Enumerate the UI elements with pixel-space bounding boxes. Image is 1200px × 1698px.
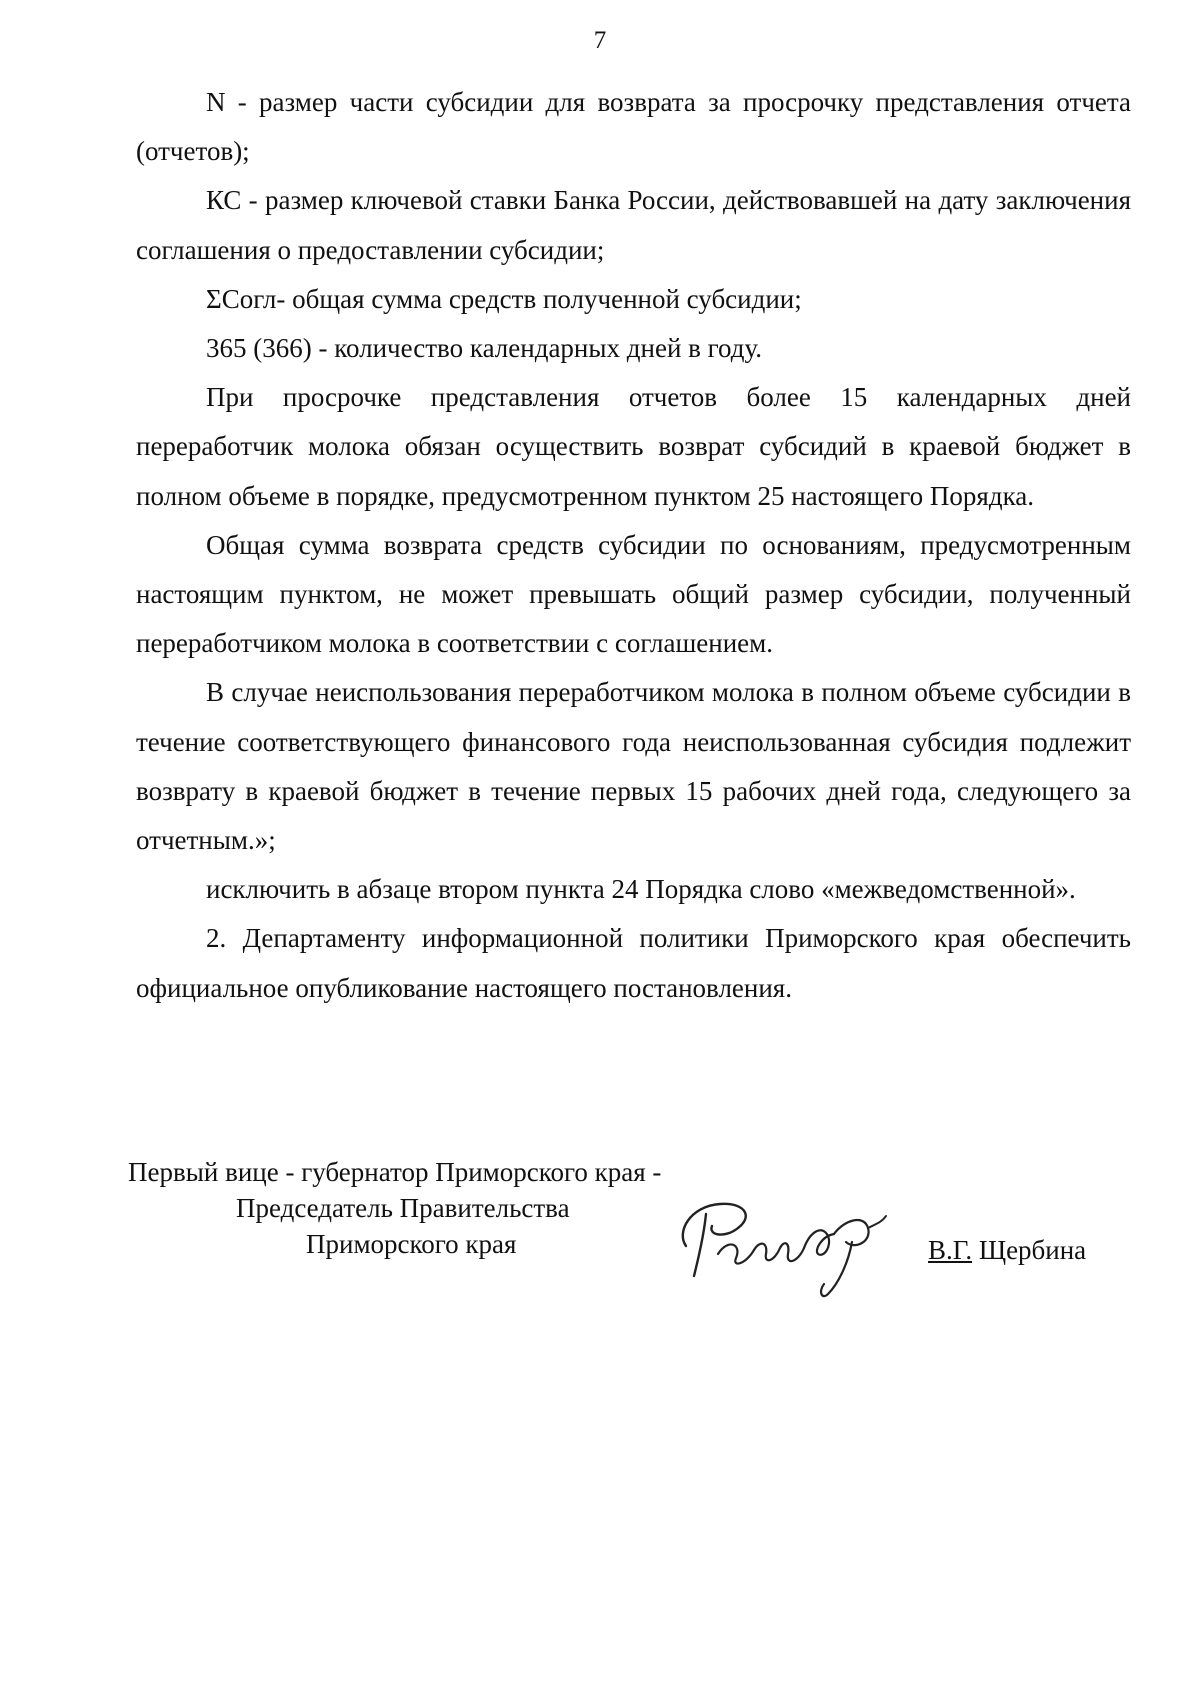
- paragraph-exclude-word: исключить в абзаце втором пункта 24 Порядка слово «межведомственной».: [206, 874, 1076, 905]
- paragraph-overdue-reports: При просрочке представления отчетов более 15 календарных дней переработчик молока обязан осуществить возврат субсидий в краевой бюджет в полном объеме в порядке, предусмотренном пунктом 25 настоящего Порядка.: [136, 382, 1131, 511]
- signatory-title-line-2: Председатель Правительства: [236, 1193, 570, 1223]
- signatory-name: [928, 1234, 1086, 1266]
- paragraph-days-definition: 365 (366) - количество календарных дней в году.: [206, 333, 763, 364]
- handwritten-signature: [668, 1184, 938, 1304]
- page-number: 7: [593, 27, 607, 54]
- paragraph-publication: 2. Департаменту информационной политики Приморского края обеспечить официальное опубликование настоящего постановления.: [136, 923, 1131, 1003]
- paragraph-n-definition: N - размер части субсидии для возврата за просрочку представления отчета (отчетов);: [136, 87, 1131, 167]
- signatory-title-line-1: Первый вице - губернатор Приморского края -: [128, 1157, 662, 1187]
- document-body: [136, 78, 1131, 1013]
- signatory-surname: Щербина: [972, 1235, 1087, 1265]
- paragraph-sum-definition: ΣСогл- общая сумма средств полученной субсидии;: [206, 283, 802, 314]
- signatory-initials: В.Г.: [928, 1235, 973, 1265]
- signatory-title-line-3: Приморского края: [306, 1229, 517, 1259]
- paragraph-ks-definition: КС - размер ключевой ставки Банка России, действовавшей на дату заключения соглашения о предоставлении субсидии;: [136, 185, 1131, 265]
- paragraph-total-return: Общая сумма возврата средств субсидии по основаниям, предусмотренным настоящим пунктом, не может превышать общий размер субсидии, полученный переработчиком молока в соответствии с соглашением.: [136, 529, 1131, 659]
- paragraph-unused-subsidy: В случае неиспользования переработчиком молока в полном объеме субсидии в течение соответствующего финансового года неиспользованная субсидия подлежит возврату в краевой бюджет в течение первых 15 рабочих дней года, следующего за отчетным.»;: [136, 677, 1131, 856]
